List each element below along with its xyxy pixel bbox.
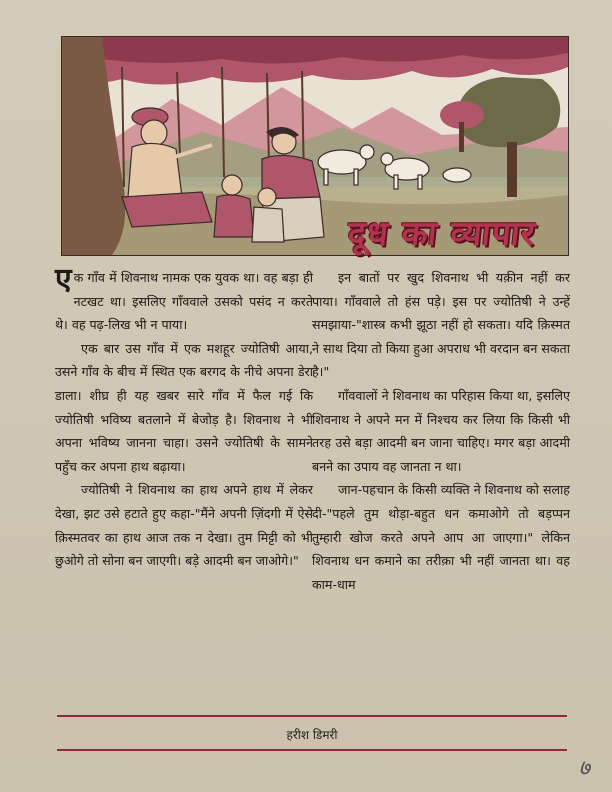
paragraph-3: ज्योतिषी ने शिवनाथ का हाथ अपने हाथ में लेकर देखा, झट उसे हटाते हुए कहा-"मैंने अपनी ज़िंदगी में ऐसे क़िस्मतवर का हाथ आज तक न देखा। तुम मिट्टी को भी छुओगे तो सोना बन जाएगी। बड़े आदमी बन जाओगे।" — [55, 482, 313, 569]
page-number: ७ — [578, 756, 590, 781]
top-divider — [57, 715, 567, 717]
author-credit: हरीश डिमरी — [286, 728, 338, 742]
paragraph-2: एक बार उस गाँव में एक मशहूर ज्योतिषी आया, उसने गाँव के बीच में स्थित एक बरगद के नीचे अपना डेरा डाला। शीघ्र ही यह खबर सारे गाँव में फैल गई कि ज्योतिषी भविष्य बतलाने में बेजोड़ है। शिवनाथ ने भी अपना भविष्य जानना चाहा। उसने ज्योतिषी के सामने पहुँच कर अपना हाथ बढ़ाया। — [55, 340, 313, 474]
paragraph-1 — [55, 262, 313, 337]
paragraph-1-text: क गाँव में शिवनाथ नामक एक युवक था। वह बड़ा ही नटखट था। इसलिए गाँववाले उसको पसंद न करते थे। वह पढ़-लिख भी न पाया। — [55, 270, 313, 333]
paragraph-5: गाँववालों ने शिवनाथ का परिहास किया था, इसलिए शिवनाथ ने अपने मन में निश्चय कर लिया कि किसी भी तरह उसे बड़ा आदमी बन जाना चाहिए। मगर बड़ा आदमी बनने का उपाय वह जानता न था। — [312, 387, 570, 474]
paragraph-6: जान-पहचान के किसी व्यक्ति ने शिवनाथ को सलाह दी-"पहले तुम थोड़ा-बहुत धन कमाओगे तो बड़प्पन तुम्हारी खोज करते अपने आप आ जाएगा।" लेकिन शिवनाथ धन कमाने का तरीक़ा भी नहीं जानता था। वह काम-धाम — [312, 482, 570, 592]
right-text-column — [312, 266, 570, 596]
bottom-divider — [57, 749, 567, 751]
left-text-column — [55, 262, 313, 573]
story-title: दूध का व्यापार — [345, 214, 538, 254]
paragraph-4: इन बातों पर खुद शिवनाथ भी यक़ीन नहीं कर पाया। गाँववाले तो हंस पड़े। इस पर ज्योतिषी ने उन्हें समझाया-"शास्त्र कभी झूठा नहीं हो सकता। यदि क़िस्मत ने साथ दिया तो किया हुआ अपराध भी वरदान बन सकता है।" — [312, 270, 570, 380]
drop-cap: ए — [55, 262, 72, 297]
